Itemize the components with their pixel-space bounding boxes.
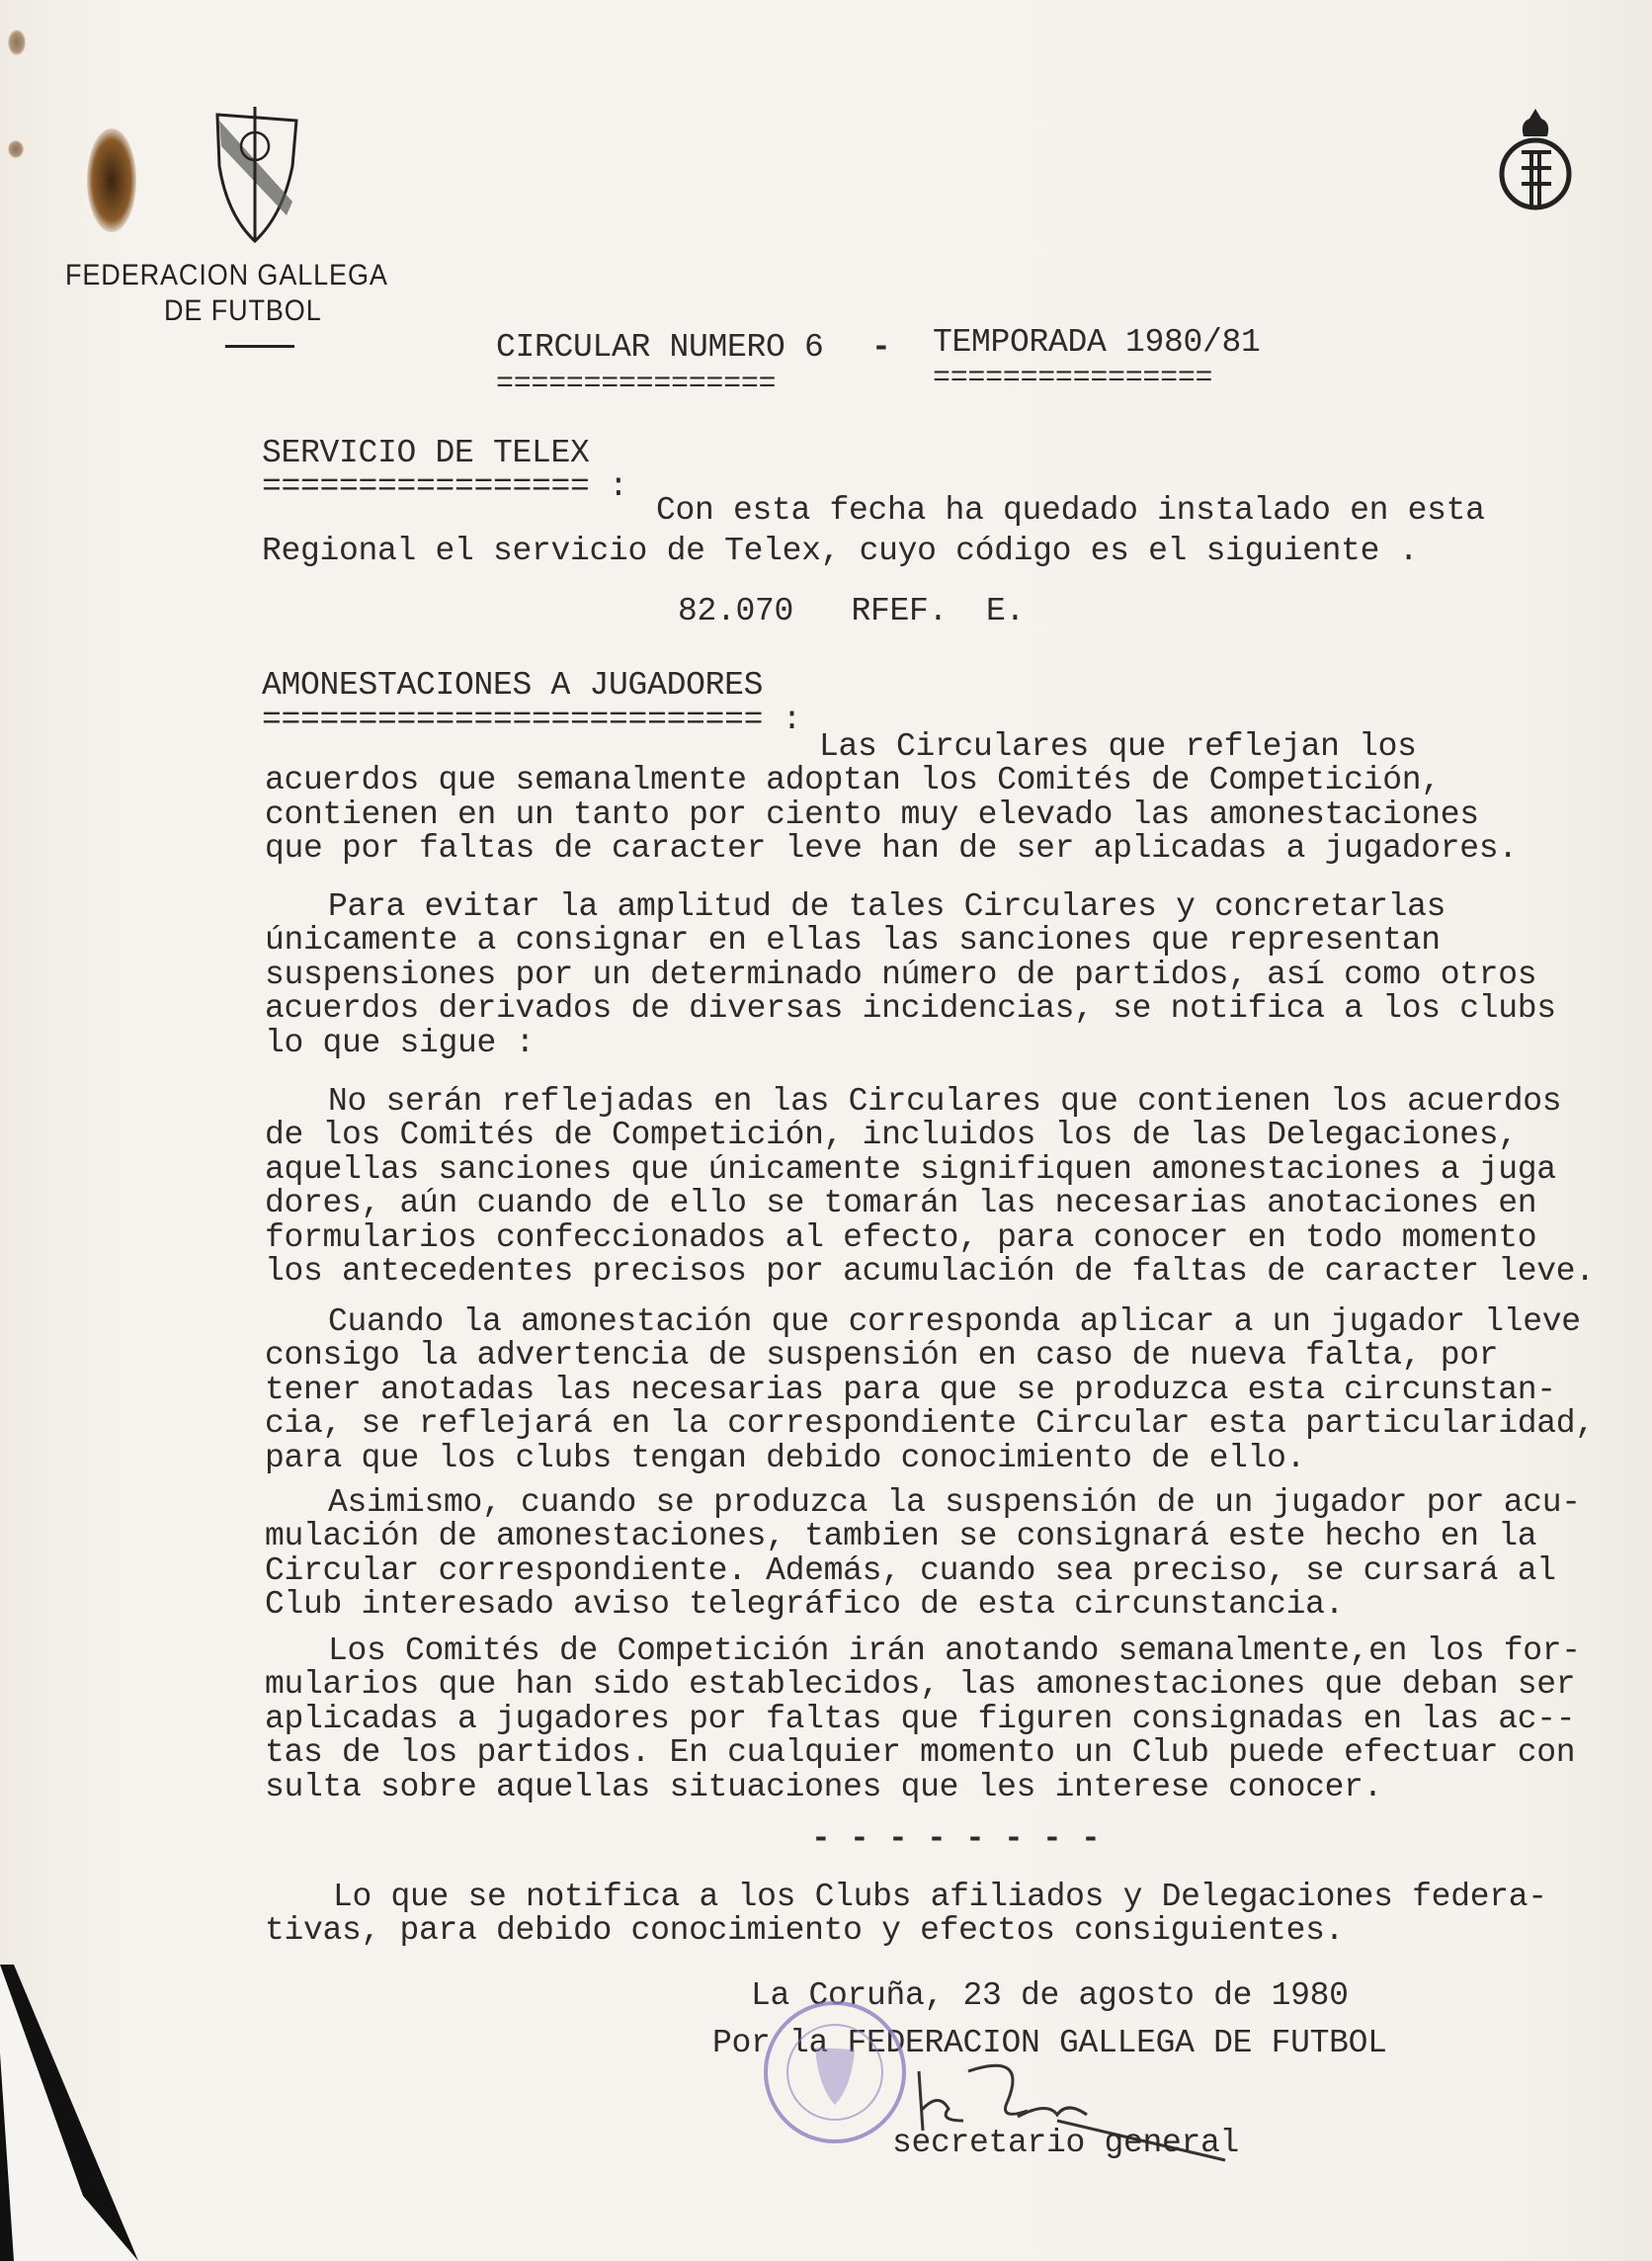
paragraph-line: de los Comités de Competición, incluidos los de las Delegaciones, <box>265 1117 1518 1154</box>
paragraph-line: Club interesado aviso telegráfico de esta circunstancia. <box>265 1586 1345 1624</box>
header-rule <box>225 345 294 348</box>
signatory-role: secretario general <box>892 2125 1240 2161</box>
rfef-emblem <box>1496 107 1575 219</box>
paragraph-line: Los Comités de Competición irán anotando semanalmente,en los for- <box>328 1633 1581 1669</box>
section-heading-amonestaciones: AMONESTACIONES A JUGADORES <box>262 667 764 704</box>
place-date: La Coruña, 23 de agosto de 1980 <box>751 1977 1349 2014</box>
burn-stain <box>87 128 136 232</box>
org-name-line2: DE FUTBOL <box>164 294 322 327</box>
on-behalf-line: Por la FEDERACION GALLEGA DE FUTBOL <box>712 2025 1387 2061</box>
paragraph-line: No serán reflejadas en las Circulares que contienen los acuerdos <box>328 1083 1562 1120</box>
paragraph-line: tener anotadas las necesarias para que se produzca esta circunstan- <box>265 1371 1556 1408</box>
paragraph-line: tas de los partidos. En cualquier momento un Club puede efectuar con <box>265 1734 1576 1772</box>
title-underline-right: ================ <box>933 362 1213 395</box>
paragraph-line: acuerdos que semanalmente adoptan los Comités de Competición, <box>265 762 1441 799</box>
paragraph-line: mularios que han sido establecidos, las amonestaciones que deban ser <box>265 1666 1576 1704</box>
closing-paragraph <box>265 1881 1547 1949</box>
stain-spot <box>8 30 26 55</box>
title-dash: - <box>871 329 891 366</box>
paragraph-line: sulta sobre aquellas situaciones que les interese conocer. <box>265 1768 1383 1805</box>
paragraph <box>265 890 1556 1060</box>
paragraph-line: tivas, para debido conocimiento y efectos consiguientes. <box>265 1912 1345 1950</box>
telex-code: 82.070 RFEF. E. <box>678 593 1026 629</box>
season: TEMPORADA 1980/81 <box>933 324 1261 361</box>
telex-text-line: Regional el servicio de Telex, cuyo código es el siguiente . <box>262 533 1419 569</box>
paragraph-line: aquellas sanciones que únicamente signifiquen amonestaciones a juga <box>265 1150 1556 1188</box>
paragraph-line: Para evitar la amplitud de tales Circulares y concretarlas <box>328 888 1446 925</box>
paragraph-line: Asimismo, cuando se produzca la suspensión de un jugador por acu- <box>328 1484 1581 1521</box>
title-underline-left: ================ <box>496 368 777 401</box>
paragraph-line: para que los clubs tengan debido conocimiento de ello. <box>265 1439 1306 1476</box>
paragraph-line: contienen en un tanto por ciento muy elevado las amonestaciones <box>265 796 1479 833</box>
circular-number: CIRCULAR NUMERO 6 <box>496 329 824 366</box>
paragraph-line: formularios confeccionados al efecto, para conocer en todo momento <box>265 1218 1537 1256</box>
paragraph <box>265 1085 1595 1289</box>
paragraph-line: acuerdos derivados de diversas incidencias, se notifica a los clubs <box>265 990 1556 1028</box>
paragraph-line: consigo la advertencia de suspensión en caso de nueva falta, por <box>265 1337 1499 1375</box>
paragraph-line: únicamente a consignar en ellas las sanciones que representan <box>265 922 1441 960</box>
paragraph <box>265 1486 1581 1623</box>
paragraph-line: mulación de amonestaciones, tambien se consignará este hecho en la <box>265 1518 1537 1555</box>
paragraph <box>265 1634 1581 1804</box>
paragraph-line: Lo que se notifica a los Clubs afiliados y Delegaciones federa- <box>333 1879 1547 1915</box>
paragraph <box>265 730 1518 867</box>
paragraph-line: cia, se reflejará en la correspondiente Circular esta particularidad, <box>265 1405 1595 1443</box>
federation-stamp <box>761 1998 909 2146</box>
telex-text-line: Con esta fecha ha quedado instalado en esta <box>656 492 1485 529</box>
paragraph-line: Circular correspondiente. Además, cuando sea preciso, se cursará al <box>265 1551 1556 1589</box>
paragraph-line: Las Circulares que reflejan los <box>819 728 1417 765</box>
paragraph-line: Cuando la amonestación que corresponda aplicar a un jugador lleve <box>328 1303 1581 1340</box>
paragraph-line: suspensiones por un determinado número de partidos, así como otros <box>265 956 1537 993</box>
paragraph <box>265 1305 1595 1475</box>
paragraph-line: lo que sigue : <box>265 1024 536 1061</box>
paragraph-line: que por faltas de caracter leve han de ser aplicadas a jugadores. <box>265 830 1518 868</box>
federation-shield-logo <box>213 107 300 245</box>
stain-spot <box>8 140 24 158</box>
paragraph-line: los antecedentes precisos por acumulación de faltas de caracter leve. <box>265 1253 1595 1291</box>
paragraph-line: aplicadas a jugadores por faltas que figuren consignadas en las ac-- <box>265 1700 1576 1737</box>
section-underline: ========================== : <box>262 702 802 738</box>
paragraph-line: dores, aún cuando de ello se tomarán las necesarias anotaciones en <box>265 1185 1537 1222</box>
section-heading-telex: SERVICIO DE TELEX <box>262 435 590 471</box>
separator: - - - - - - - - <box>811 1820 1101 1857</box>
section-underline: ================= : <box>262 468 628 505</box>
org-name-line1: FEDERACION GALLEGA <box>65 259 388 292</box>
